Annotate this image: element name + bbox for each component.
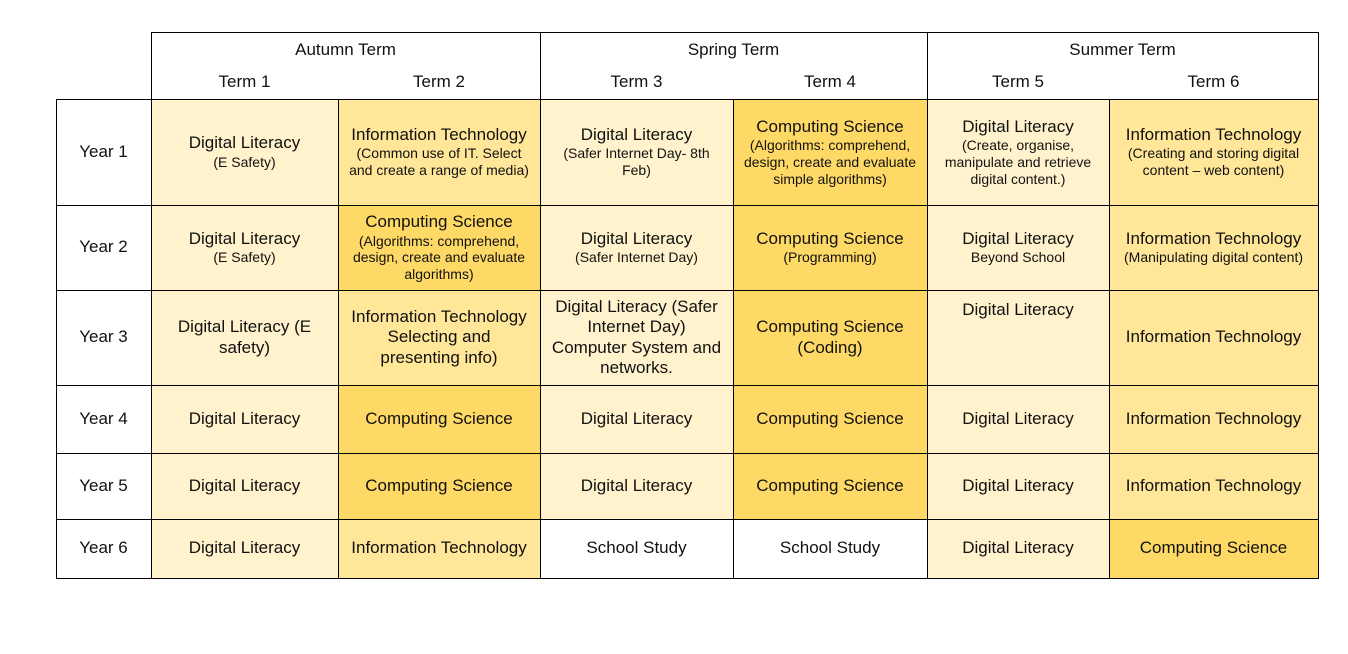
curriculum-cell — [540, 99, 733, 205]
subject-title: Digital Literacy — [580, 228, 693, 248]
curriculum-cell — [540, 519, 733, 578]
curriculum-cell — [1109, 205, 1318, 290]
row-label-year: Year 2 — [79, 237, 128, 257]
grid-line — [56, 205, 1319, 206]
curriculum-cell — [733, 205, 927, 290]
subject-title: Computing Science — [756, 116, 904, 136]
subject-detail: (Algorithms: comprehend, design, create and evaluate simple algorithms) — [743, 137, 916, 187]
curriculum-cell — [151, 290, 338, 385]
subject-detail: (Common use of IT. Select and create a range of media) — [349, 145, 529, 179]
curriculum-cell — [151, 99, 338, 205]
subject-title: Information Technology Selecting and presenting info) — [351, 306, 527, 367]
curriculum-cell — [1109, 290, 1318, 385]
curriculum-cell — [338, 519, 540, 578]
subject-title: Digital Literacy — [962, 300, 1074, 319]
row-label-year: Year 3 — [79, 327, 128, 347]
subject-detail: (Manipulating digital content) — [1124, 249, 1303, 266]
subject-detail: (Safer Internet Day- 8th Feb) — [563, 145, 710, 179]
curriculum-cell — [1109, 99, 1318, 205]
grid-line — [1109, 99, 1110, 578]
subject-detail: Beyond School — [970, 249, 1066, 266]
subject-detail: (E Safety) — [213, 153, 276, 170]
grid-line — [56, 578, 1319, 579]
subject-title: Digital Literacy — [962, 538, 1074, 558]
curriculum-cell — [733, 453, 927, 519]
subject-title: Information Technology — [1125, 228, 1302, 248]
subject-title: Information Technology — [1125, 475, 1302, 495]
curriculum-cell — [151, 453, 338, 519]
subject-title: Computing Science (Coding) — [756, 317, 904, 357]
subject-detail: (Creating and storing digital content – web content) — [1127, 145, 1300, 179]
curriculum-cell — [151, 519, 338, 578]
grid-line — [56, 453, 1319, 454]
subject-title: Information Technology — [1125, 408, 1302, 428]
curriculum-cell — [338, 453, 540, 519]
row-label-year: Year 6 — [79, 538, 128, 558]
curriculum-cell — [540, 205, 733, 290]
subject-title: Digital Literacy — [962, 408, 1074, 428]
subject-title: Computing Science — [756, 228, 904, 248]
term-column-header: Term 6 — [1187, 72, 1240, 92]
subject-detail: (Algorithms: comprehend, design, create and evaluate algorithms) — [352, 232, 525, 283]
curriculum-cell — [927, 519, 1109, 578]
subject-title: Computing Science — [756, 408, 904, 428]
subject-title: Digital Literacy — [580, 408, 693, 428]
row-label-year: Year 1 — [79, 141, 128, 161]
curriculum-cell — [733, 519, 927, 578]
term-column-header: Term 2 — [413, 72, 465, 92]
curriculum-cell — [1109, 519, 1318, 578]
term-column-header: Term 4 — [804, 72, 856, 92]
grid-line — [733, 99, 734, 578]
subject-title: Digital Literacy — [580, 125, 693, 144]
subject-title: Information Technology — [351, 125, 527, 144]
curriculum-cell — [338, 205, 540, 290]
grid-line — [1318, 32, 1319, 578]
subject-title: Digital Literacy — [962, 228, 1074, 248]
curriculum-cell — [540, 290, 733, 385]
curriculum-cell — [1109, 453, 1318, 519]
subject-title: Digital Literacy — [188, 408, 301, 428]
subject-title: School Study — [586, 538, 687, 558]
term-group-header: Autumn Term — [295, 40, 396, 59]
subject-title: Computing Science — [365, 212, 513, 232]
subject-title: Digital Literacy — [188, 133, 301, 153]
curriculum-cell — [540, 453, 733, 519]
subject-title: School Study — [779, 538, 881, 558]
subject-title: Digital Literacy — [962, 116, 1074, 136]
row-label-year: Year 4 — [79, 408, 128, 428]
subject-title: Digital Literacy — [188, 475, 301, 495]
curriculum-cell — [540, 385, 733, 453]
term-column-header: Term 3 — [610, 72, 663, 92]
curriculum-cell — [733, 385, 927, 453]
grid-line — [151, 32, 152, 578]
grid-line — [56, 99, 1319, 100]
term-column-header: Term 1 — [218, 72, 271, 92]
curriculum-cell — [338, 99, 540, 205]
subject-detail: (Create, organise, manipulate and retrieve digital content.) — [944, 137, 1092, 187]
subject-title: Computing Science — [1139, 538, 1288, 558]
grid-line — [56, 99, 57, 578]
subject-title: Information Technology — [1125, 125, 1302, 144]
subject-title: Digital Literacy (Safer Internet Day) Computer System and networks. — [551, 296, 722, 377]
subject-title: Digital Literacy (E safety) — [177, 317, 312, 357]
subject-title: Digital Literacy — [580, 475, 693, 495]
term-group-header: Spring Term — [687, 40, 780, 59]
curriculum-cell — [1109, 385, 1318, 453]
curriculum-cell — [733, 290, 927, 385]
row-label-year: Year 5 — [79, 475, 128, 495]
subject-title: Digital Literacy — [962, 475, 1074, 495]
curriculum-cell — [338, 290, 540, 385]
curriculum-cell — [927, 453, 1109, 519]
subject-title: Information Technology — [351, 538, 527, 558]
curriculum-cell — [151, 205, 338, 290]
grid-line — [927, 32, 928, 578]
curriculum-cell — [927, 99, 1109, 205]
curriculum-cell — [733, 99, 927, 205]
subject-title: Computing Science — [756, 475, 904, 495]
subject-title: Computing Science — [365, 475, 513, 495]
subject-detail: (Safer Internet Day) — [575, 249, 698, 266]
grid-line — [540, 32, 541, 578]
grid-line — [56, 385, 1319, 386]
curriculum-cell — [927, 290, 1109, 385]
subject-detail: (Programming) — [783, 249, 877, 266]
subject-title: Digital Literacy — [188, 538, 301, 558]
curriculum-cell — [338, 385, 540, 453]
grid-line — [151, 32, 1319, 33]
curriculum-cell — [151, 385, 338, 453]
term-column-header: Term 5 — [992, 72, 1044, 92]
subject-title: Digital Literacy — [188, 228, 301, 248]
curriculum-cell — [927, 205, 1109, 290]
subject-title: Information Technology — [1125, 327, 1302, 347]
curriculum-cell — [927, 385, 1109, 453]
subject-title: Computing Science — [365, 408, 513, 428]
grid-line — [56, 519, 1319, 520]
grid-line — [338, 99, 339, 578]
subject-detail: (E Safety) — [213, 249, 276, 266]
term-group-header: Summer Term — [1069, 40, 1176, 59]
grid-line — [56, 290, 1319, 291]
